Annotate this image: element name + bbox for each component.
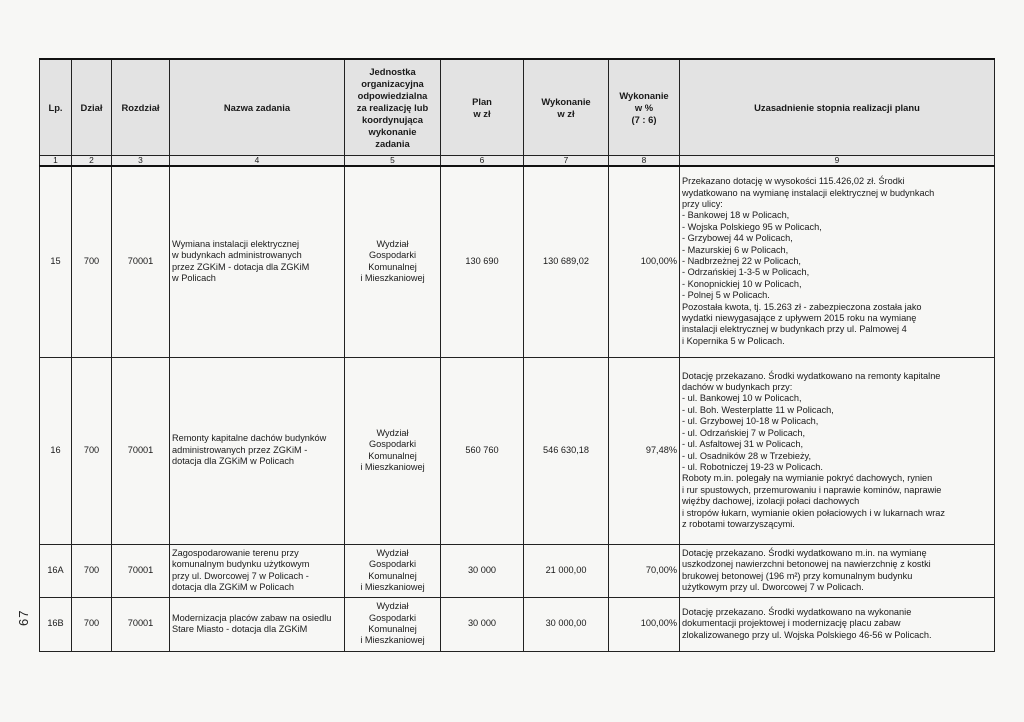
cell-plan: 30 000 — [441, 544, 524, 597]
cell-lp: 15 — [40, 166, 72, 357]
col-number: 3 — [112, 156, 170, 167]
col-header-wykonanie-procent: Wykonanie w % (7 : 6) — [609, 59, 680, 156]
cell-dzial: 700 — [72, 357, 112, 544]
table-row — [40, 597, 995, 651]
cell-rozdzial: 70001 — [112, 544, 170, 597]
col-number: 4 — [170, 156, 345, 167]
col-header-jednostka: Jednostka organizacyjna odpowiedzialna za realizację lub koordynująca wykonanie zadania — [345, 59, 441, 156]
col-header-uzasadnienie: Uzasadnienie stopnia realizacji planu — [680, 59, 995, 156]
cell-dzial: 700 — [72, 166, 112, 357]
cell-wykonanie: 30 000,00 — [524, 597, 609, 651]
col-number: 9 — [680, 156, 995, 167]
cell-uzasadnienie: Dotację przekazano. Środki wydatkowano m.in. na wymianę uszkodzonej nawierzchni betonowej na nawierzchnię z kostki brukowej betonowej (196 m²) przy komunalnym budynku użytkowym przy ul. Dworcowej 7 w Policach. — [680, 544, 995, 597]
table-row — [40, 357, 995, 544]
col-number: 8 — [609, 156, 680, 167]
cell-uzasadnienie: Dotację przekazano. Środki wydatkowano na remonty kapitalne dachów w budynkach przy: - ul. Bankowej 10 w Policach, - ul. Boh. Westerplatte 11 w Policach, - ul. Grzybowej 10-18 w Policach, - ul. Odrzańskiej 7 w Policach, - ul. Asfaltowej 31 w Policach, - ul. Osadników 28 w Trzebieży, - ul. Robotniczej 19-23 w Policach. Roboty m.in. polegały na wymianie pokryć dachowych, rynien i rur spustowych, przemurowaniu i naprawie kominów, naprawie więźby dachowej, izolacji połaci dachowych i stropów łukarn, wymianie okien połaciowych i w lukarnach wraz z robotami towarzyszącymi. — [680, 357, 995, 544]
cell-uzasadnienie: Dotację przekazano. Środki wydatkowano na wykonanie dokumentacji projektowej i modernizację placu zabaw zlokalizowanego przy ul. Wojska Polskiego 46-56 w Policach. — [680, 597, 995, 651]
col-number: 7 — [524, 156, 609, 167]
cell-wykonanie: 546 630,18 — [524, 357, 609, 544]
table-row — [40, 166, 995, 357]
col-header-wykonanie: Wykonanie w zł — [524, 59, 609, 156]
cell-dzial: 700 — [72, 544, 112, 597]
col-number: 6 — [441, 156, 524, 167]
cell-jednostka: Wydział Gospodarki Komunalnej i Mieszkaniowej — [345, 544, 441, 597]
cell-rozdzial: 70001 — [112, 166, 170, 357]
cell-rozdzial: 70001 — [112, 357, 170, 544]
cell-lp: 16 — [40, 357, 72, 544]
page-number: 67 — [16, 609, 31, 626]
cell-dzial: 700 — [72, 597, 112, 651]
cell-uzasadnienie: Przekazano dotację w wysokości 115.426,02 zł. Środki wydatkowano na wymianę instalacji elektrycznej w budynkach przy ulicy: - Bankowej 18 w Policach, - Wojska Polskiego 95 w Policach, - Grzybowej 44 w Policach, - Mazurskiej 6 w Policach, - Nadbrzeżnej 22 w Policach, - Odrzańskiej 1-3-5 w Policach, - Konopnickiej 10 w Policach, - Polnej 5 w Policach. Pozostała kwota, tj. 15.263 zł - zabezpieczona została jako wydatki niewygasające z upływem 2015 roku na wymianę instalacji elektrycznej w budynkach przy ul. Palmowej 4 i Kopernika 5 w Policach. — [680, 166, 995, 357]
cell-nazwa-zadania: Modernizacja placów zabaw na osiedlu Stare Miasto - dotacja dla ZGKiM — [170, 597, 345, 651]
col-header-dzial: Dział — [72, 59, 112, 156]
cell-nazwa-zadania: Remonty kapitalne dachów budynków administrowanych przez ZGKiM - dotacja dla ZGKiM w Policach — [170, 357, 345, 544]
budget-execution-table — [39, 58, 995, 652]
cell-lp: 16A — [40, 544, 72, 597]
cell-nazwa-zadania: Wymiana instalacji elektrycznej w budynkach administrowanych przez ZGKiM - dotacja dla ZGKiM w Policach — [170, 166, 345, 357]
table-row — [40, 544, 995, 597]
header-row — [40, 59, 995, 156]
cell-wykonanie-procent: 70,00% — [609, 544, 680, 597]
cell-wykonanie: 21 000,00 — [524, 544, 609, 597]
cell-rozdzial: 70001 — [112, 597, 170, 651]
cell-wykonanie-procent: 97,48% — [609, 357, 680, 544]
col-header-nazwa-zadania: Nazwa zadania — [170, 59, 345, 156]
cell-wykonanie-procent: 100,00% — [609, 166, 680, 357]
cell-wykonanie: 130 689,02 — [524, 166, 609, 357]
cell-plan: 560 760 — [441, 357, 524, 544]
cell-jednostka: Wydział Gospodarki Komunalnej i Mieszkaniowej — [345, 166, 441, 357]
col-header-plan: Plan w zł — [441, 59, 524, 156]
col-header-lp: Lp. — [40, 59, 72, 156]
col-number: 2 — [72, 156, 112, 167]
cell-jednostka: Wydział Gospodarki Komunalnej i Mieszkaniowej — [345, 597, 441, 651]
cell-jednostka: Wydział Gospodarki Komunalnej i Mieszkaniowej — [345, 357, 441, 544]
col-number: 5 — [345, 156, 441, 167]
cell-lp: 16B — [40, 597, 72, 651]
col-header-rozdzial: Rozdział — [112, 59, 170, 156]
cell-plan: 30 000 — [441, 597, 524, 651]
column-number-row — [40, 156, 995, 167]
cell-plan: 130 690 — [441, 166, 524, 357]
cell-wykonanie-procent: 100,00% — [609, 597, 680, 651]
col-number: 1 — [40, 156, 72, 167]
cell-nazwa-zadania: Zagospodarowanie terenu przy komunalnym budynku użytkowym przy ul. Dworcowej 7 w Policach - dotacja dla ZGKiM w Policach — [170, 544, 345, 597]
